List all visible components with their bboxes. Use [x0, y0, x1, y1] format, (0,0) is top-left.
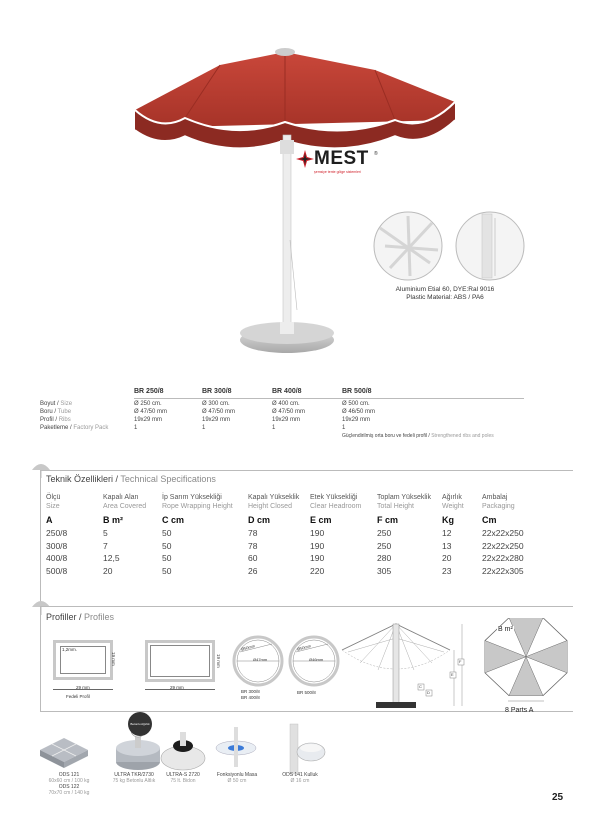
round2-caption: BR 500/8: [297, 690, 316, 695]
logo-star-icon: [296, 150, 314, 168]
col-size: Ölçü Size A 250/8 300/8 400/8 500/8: [46, 494, 68, 576]
round1-outer: Ø50mm: [240, 643, 256, 652]
diagram-letter-d: D: [427, 690, 430, 695]
brand-name: MEST: [314, 148, 369, 169]
col-weight: Ağırlık Weight Kg 12 13 20 23: [442, 494, 464, 576]
profile-rect2-width: 29 mm: [170, 685, 184, 690]
mest-logo: [296, 148, 386, 188]
concrete-weight-badge: Betonlu Ağırlık: [128, 712, 152, 736]
col-headroom: Etek Yüksekliği Clear Headroom E cm 190 190 190 220: [310, 494, 362, 576]
profile-rect-2-inner: [150, 645, 210, 677]
diagram-letter-c: C: [419, 684, 422, 689]
specs-divider: [134, 398, 524, 399]
umbrella-side-diagram: [338, 618, 470, 716]
material-line-2: Plastic Material: ABS / PA6: [406, 294, 484, 301]
col-height-closed: Kapalı Yükseklik Height Closed D cm 78 78 60 26: [248, 494, 300, 576]
spec-values-br-400: Ø 400 cm. Ø 47/50 mm 19x29 mm 1: [272, 401, 306, 431]
profile-rect1-height: 19 mm: [111, 652, 116, 666]
profiles-title: Profiller / Profiles: [46, 612, 115, 622]
accessory-ods-121: ODS 121 60x60 cm / 100 kg ODS 122 70x70 cm / 140 kg: [48, 772, 90, 796]
material-note: [360, 286, 530, 302]
spec-values-br-300: Ø 300 cm. Ø 47/50 mm 19x29 mm 1: [202, 401, 236, 431]
round1-inner: Ø47mm: [253, 657, 268, 662]
model-header-br-500: BR 500/8: [342, 388, 372, 395]
round1-captions: BR 300/8 BR 400/8: [241, 689, 260, 700]
round2-outer: Ø50mm: [296, 643, 312, 652]
detail-photos: [370, 208, 530, 290]
model-header-br-250: BR 250/8: [134, 388, 164, 395]
col-area: Kapalı Alan Area Covered B m² 5 7 12,5 20: [103, 494, 147, 576]
spec-values-br-500: Ø 500 cm. Ø 46/50 mm 19x29 mm 1 Güçlendirilmiş orta boru ve fedeli profil / Strengthened ribs and poles: [342, 401, 494, 439]
round2-inner: Ø46mm: [309, 657, 324, 662]
accessory-ultra-s: ULTRA-S 2720 75 lt. Bidon: [166, 772, 200, 784]
specs-header-row: [199, 389, 579, 390]
spec-note: Güçlendirilmiş orta boru ve fedeli profil / Strengthened ribs and poles: [342, 433, 494, 439]
profile-rect1-caption: Fedeli Profil: [66, 694, 90, 699]
material-line-1: Aluminium Etial 60, DYE:Ral 9016: [395, 286, 495, 293]
accessory-fonksiyonlu-masa: Fonksiyonlu Masa Ø 50 cm: [216, 772, 258, 784]
model-header-br-300: BR 300/8: [202, 388, 232, 395]
page-number: 25: [552, 792, 564, 803]
brand-registered: ®: [374, 151, 378, 157]
col-total-height: Toplam Yükseklik Total Height F cm 250 250 280 305: [377, 494, 431, 576]
diagram-letter-f: F: [459, 659, 462, 664]
profile-round-tubes: [232, 634, 342, 690]
top-view-area: B m²: [498, 626, 513, 633]
brand-tagline: şemsiye tente gölge sistemleri: [314, 170, 361, 174]
col-rope-height: İp Sarım Yüksekliği Rope Wrapping Height C cm 50 50 50 50: [162, 494, 233, 576]
profile-rect2-height: 19 mm: [216, 654, 221, 668]
technical-title: Teknik Özellikleri / Technical Specifications: [46, 474, 216, 484]
col-packaging: Ambalaj Packaging Cm 22x22x250 22x22x250 22x22x280 22x22x305: [482, 494, 524, 576]
technical-table: [46, 493, 576, 593]
model-header-br-400: BR 400/8: [272, 388, 302, 395]
umbrella-top-view: [476, 618, 576, 704]
spec-values-br-250: Ø 250 cm. Ø 47/50 mm 19x29 mm 1: [134, 401, 168, 431]
profile-rect-thickness: 1,2mm.: [62, 647, 78, 652]
top-view-parts: 8 Parts A: [505, 707, 534, 714]
accessory-ultra-tkr: ULTRA TKR/2730 75 kg Betonlu Altlık: [112, 772, 156, 784]
spec-label-tube: Boru / Tube: [40, 409, 72, 415]
umbrella-photo: [125, 40, 475, 370]
spec-label-ribs: Profil / Ribs: [40, 417, 71, 423]
profile-rect1-width: 29 mm: [76, 685, 90, 690]
spec-label-pack: Paketleme / Factory Pack: [40, 425, 109, 431]
spec-labels: [40, 400, 108, 432]
spec-label-size: Boyut / Size: [40, 401, 73, 407]
diagram-letter-e: E: [451, 672, 454, 677]
accessory-ods-141: ODS 141 Kulluk Ø 16 cm: [282, 772, 318, 784]
